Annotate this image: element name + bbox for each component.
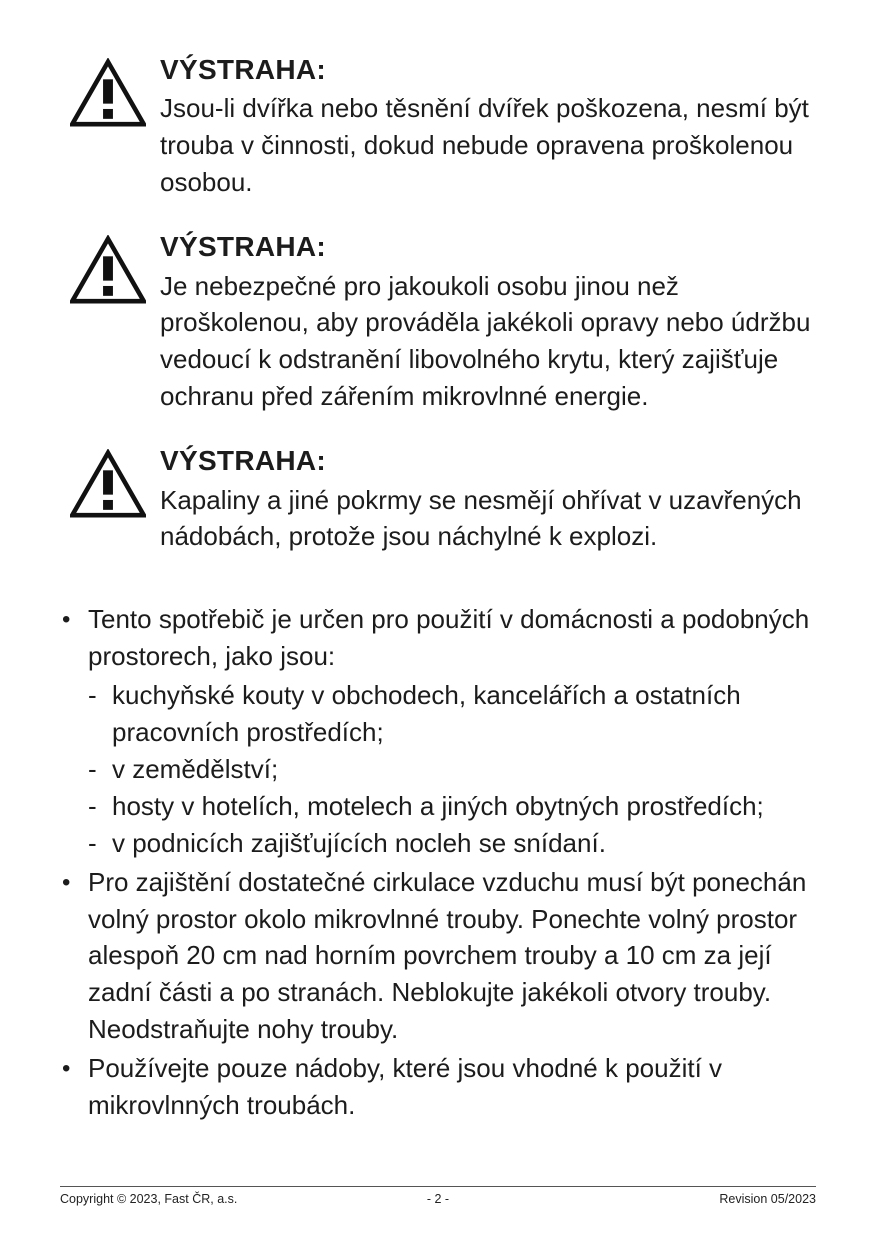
warning-text (148, 52, 816, 201)
bullet-marker: • (62, 868, 71, 896)
bullet-marker: • (62, 606, 71, 634)
dash-marker: - (88, 790, 97, 821)
sub-list-item (88, 751, 816, 788)
bullet-marker: • (62, 1055, 71, 1083)
list-item (62, 1050, 816, 1124)
dash-marker: - (88, 827, 97, 858)
dash-marker: - (88, 680, 97, 711)
list-item (62, 601, 816, 861)
warning-triangle-icon (62, 443, 148, 519)
sub-list-item (88, 825, 816, 862)
footer-page-number: - 2 - (426, 1192, 450, 1206)
warning-body: Kapaliny a jiné pokrmy se nesmějí ohřívat v uzavřených nádobách, protože jsou náchylné k explozi. (160, 484, 802, 552)
bullet-text: Používejte pouze nádoby, které jsou vhodné k použití v mikrovlnných troubách. (88, 1053, 723, 1121)
warning-triangle-icon (62, 229, 148, 305)
warning-title: VÝSTRAHA: (160, 54, 327, 85)
bullet-body (88, 601, 816, 861)
list-item (62, 864, 816, 1049)
warning-text (148, 229, 816, 415)
sub-item-text: hosty v hotelích, motelech a jiných obytných prostředích; (112, 790, 764, 821)
sub-list-item (88, 788, 816, 825)
sub-list (88, 677, 816, 862)
footer-revision: Revision 05/2023 (719, 1192, 816, 1206)
warning-section-2 (62, 229, 816, 415)
sub-item-text: v zemědělství; (112, 753, 279, 784)
bullet-text: Pro zajištění dostatečné cirkulace vzduchu musí být ponechán volný prostor okolo mikrovlnné trouby. Ponechte volný prostor alespoň 20 cm nad horním povrchem trouby a 10 cm za její zadní části a po stranách. Neblokujte jakékoli otvory trouby. Neodstraňujte nohy trouby. (88, 866, 807, 1045)
warning-triangle-icon (62, 52, 148, 128)
warning-body: Je nebezpečné pro jakoukoli osobu jinou než proškolenou, aby prováděla jakékoli opravy nebo údržbu vedoucí k odstranění libovolného krytu, který zajišťuje ochranu před zářením mikrovlnné energie. (160, 270, 811, 412)
dash-marker: - (88, 753, 97, 784)
warning-section-3 (62, 443, 816, 555)
warning-section-1 (62, 52, 816, 201)
warning-title: VÝSTRAHA: (160, 231, 327, 263)
bullet-text: Tento spotřebič je určen pro použití v domácnosti a podobných prostorech, jako jsou: (88, 604, 810, 672)
sub-list-item (88, 677, 816, 751)
warning-body: Jsou-li dvířka nebo těsnění dvířek poškozena, nesmí být trouba v činnosti, dokud nebude opravena proškolenou osobou. (160, 93, 809, 198)
page-footer (60, 1186, 816, 1206)
sub-item-text: v podnicích zajišťujících nocleh se snídaní. (112, 827, 606, 858)
footer-copyright: Copyright © 2023, Fast ČR, a.s. (60, 1192, 238, 1206)
bullet-list (62, 601, 816, 1124)
warning-text (148, 443, 816, 555)
sub-item-text: kuchyňské kouty v obchodech, kancelářích a ostatních pracovních prostředích; (112, 680, 741, 748)
warning-title: VÝSTRAHA: (160, 445, 327, 477)
